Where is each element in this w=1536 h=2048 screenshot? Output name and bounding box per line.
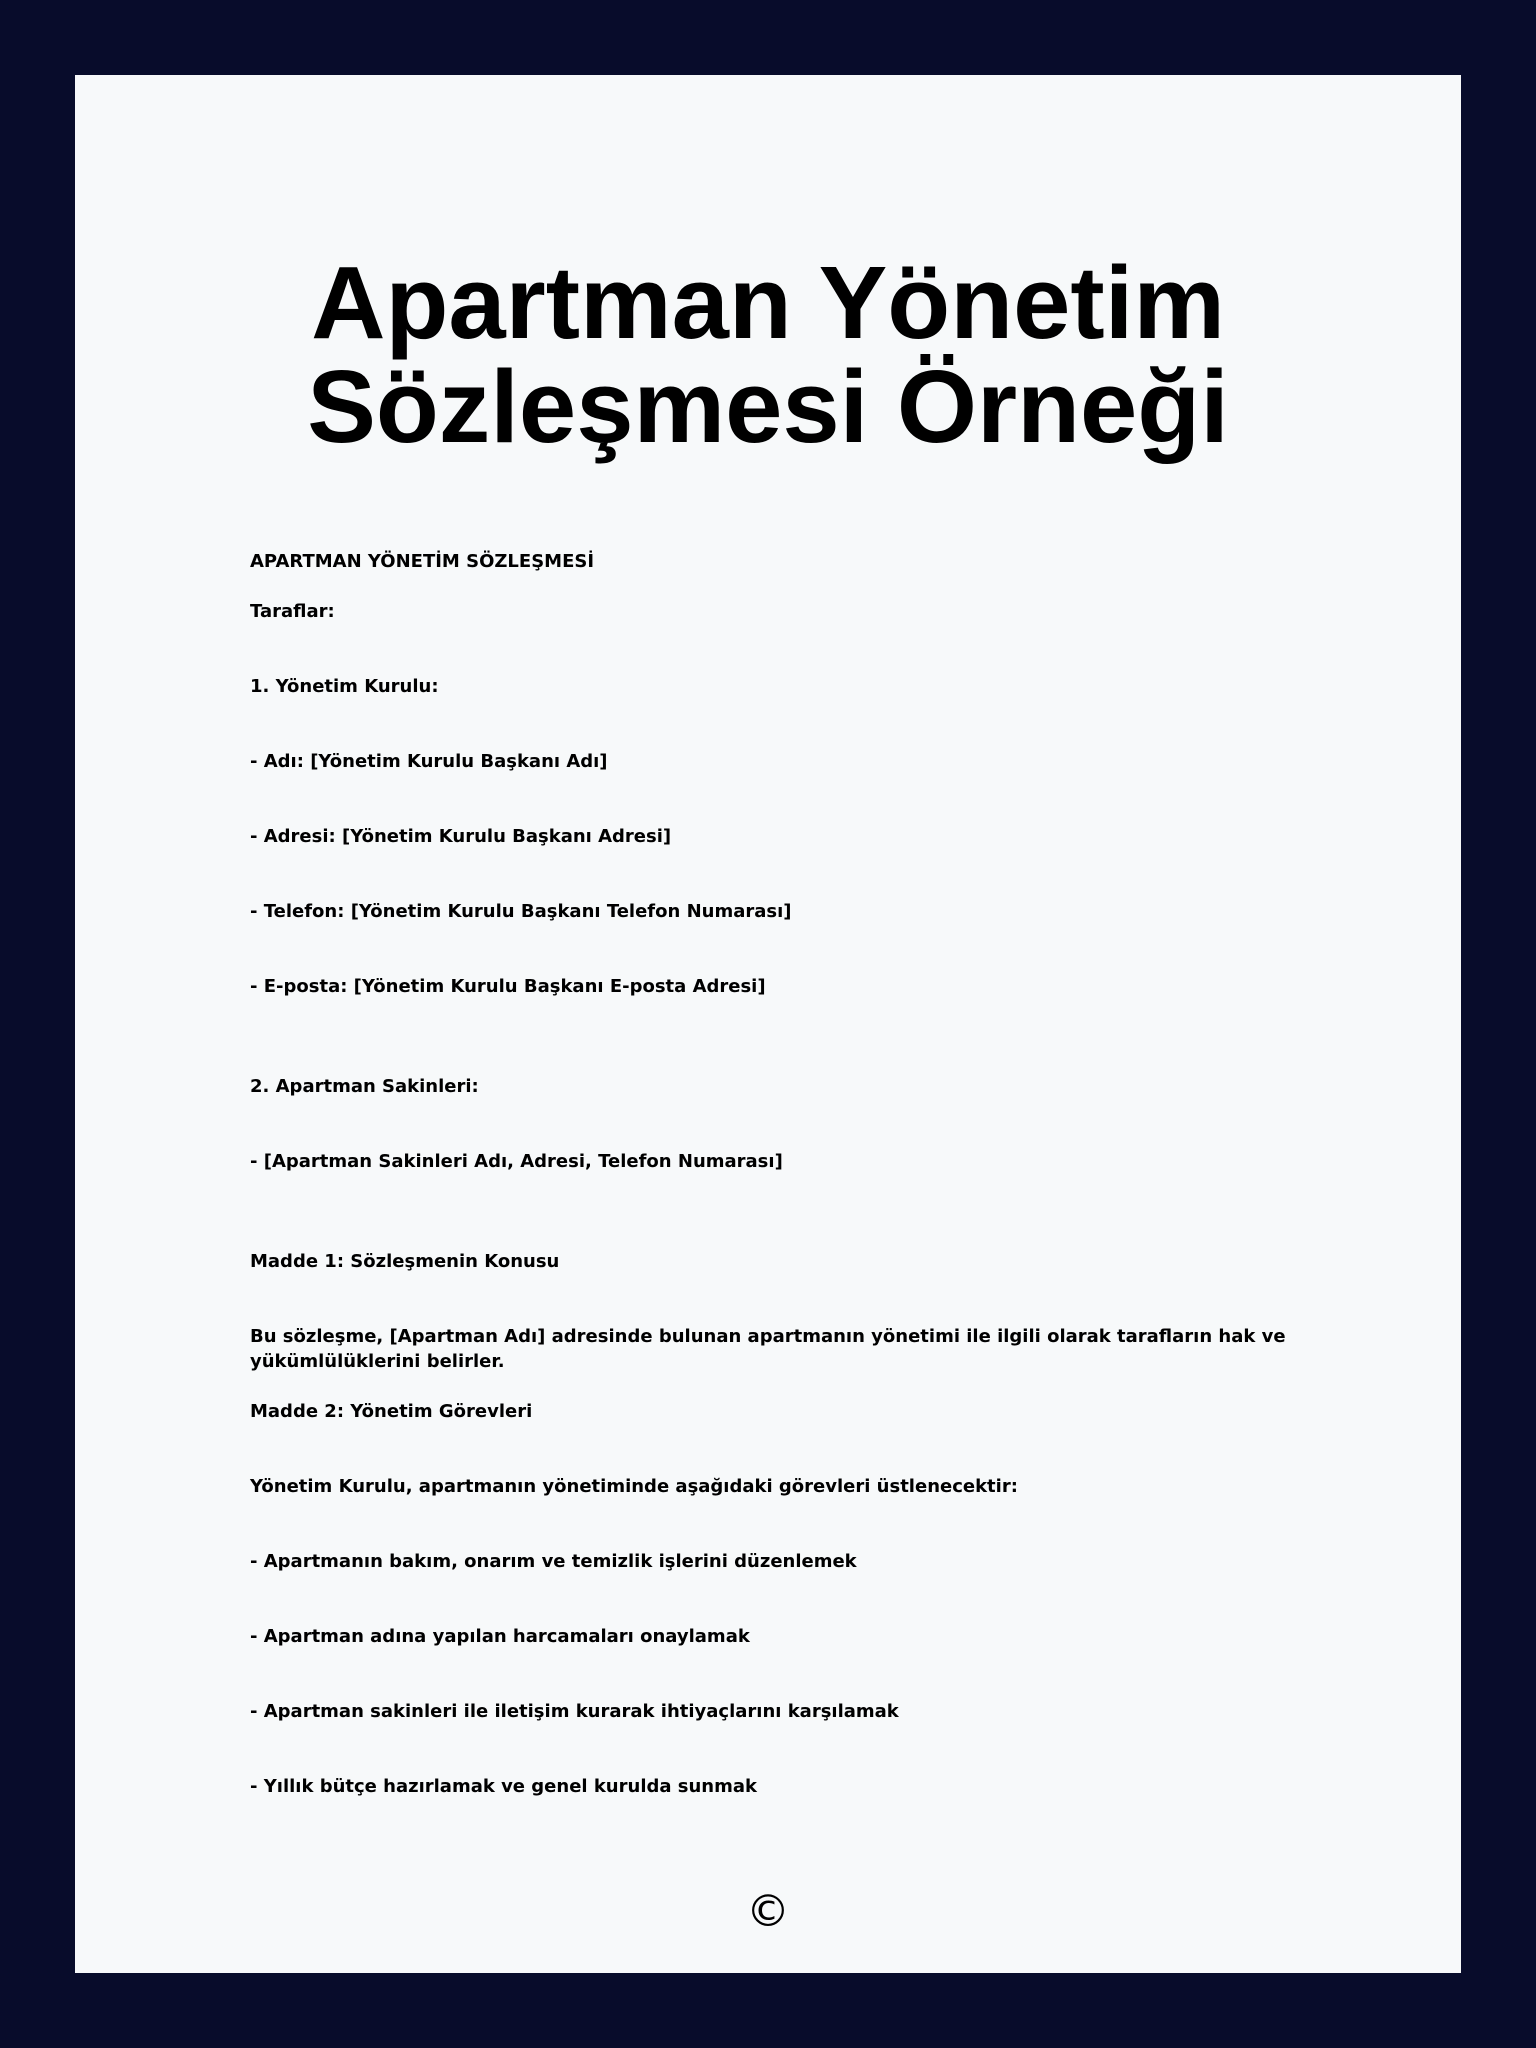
- duty-item: - Yıllık bütçe hazırlamak ve genel kurulda sunmak: [250, 1776, 757, 1797]
- residents-label: 2. Apartman Sakinleri:: [250, 1076, 479, 1097]
- duty-item: - Apartman sakinleri ile iletişim kurarak ihtiyaçlarını karşılamak: [250, 1701, 899, 1722]
- document-page: [75, 75, 1461, 1973]
- contract-heading: APARTMAN YÖNETİM SÖZLEŞMESİ: [250, 551, 595, 572]
- article2-intro: Yönetim Kurulu, apartmanın yönetiminde aşağıdaki görevleri üstlenecektir:: [250, 1476, 1018, 1497]
- article2-title: Madde 2: Yönetim Görevleri: [250, 1401, 533, 1422]
- duty-item: - Apartman adına yapılan harcamaları onaylamak: [250, 1626, 750, 1647]
- article1-text: Bu sözleşme, [Apartman Adı] adresinde bulunan apartmanın yönetimi ile ilgili olarak tarafların hak ve yükümlülüklerini belirler.: [250, 1326, 1286, 1372]
- parties-label: Taraflar:: [250, 601, 335, 622]
- copyright-icon: ©: [746, 1886, 790, 1937]
- board-email: - E-posta: [Yönetim Kurulu Başkanı E-posta Adresi]: [250, 976, 766, 997]
- article1-title: Madde 1: Sözleşmenin Konusu: [250, 1251, 560, 1272]
- residents-info: - [Apartman Sakinleri Adı, Adresi, Telefon Numarası]: [250, 1151, 783, 1172]
- board-name: - Adı: [Yönetim Kurulu Başkanı Adı]: [250, 751, 608, 772]
- board-address: - Adresi: [Yönetim Kurulu Başkanı Adresi]: [250, 826, 672, 847]
- duty-item: - Apartmanın bakım, onarım ve temizlik işlerini düzenlemek: [250, 1551, 857, 1572]
- board-phone: - Telefon: [Yönetim Kurulu Başkanı Telefon Numarası]: [250, 901, 792, 922]
- document-title: Apartman Yönetim Sözleşmesi Örneği: [307, 245, 1229, 464]
- board-label: 1. Yönetim Kurulu:: [250, 676, 439, 697]
